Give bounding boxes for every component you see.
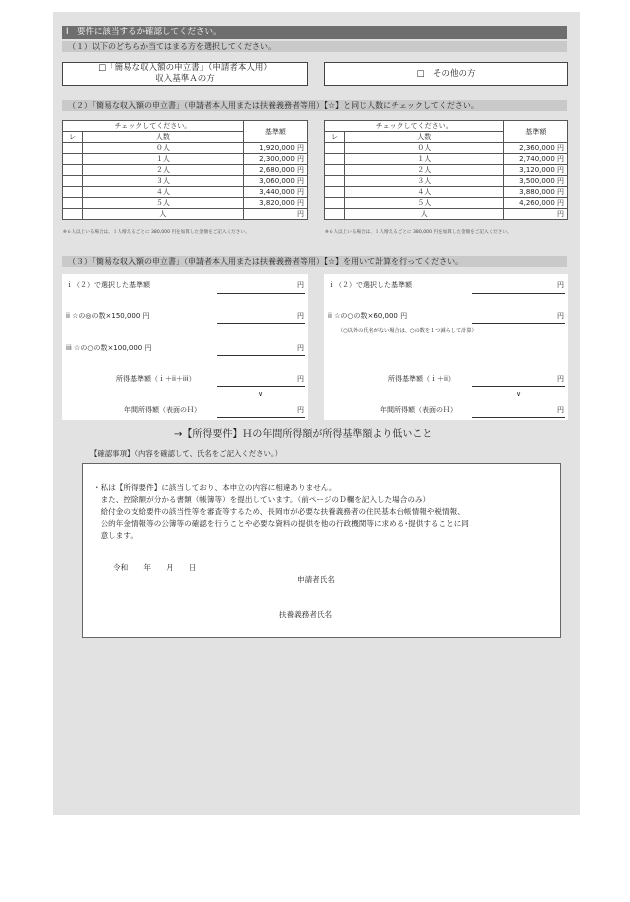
table-row — [325, 165, 568, 176]
calc-left-iii-field[interactable] — [217, 342, 305, 356]
table-header-people: 人数 — [83, 132, 244, 143]
calc-block-right — [324, 274, 568, 420]
question-2-label: （２）「簡易な収入額の申立書」（申請者本人用または扶養義務者等用）【☆】と同じ人数にチェックしてください。 — [62, 100, 567, 111]
yen-unit: 円 — [557, 375, 564, 383]
table-row — [63, 154, 308, 165]
yen-unit: 円 — [297, 312, 304, 320]
row-checkbox[interactable] — [63, 209, 83, 220]
calc-left-i-field[interactable] — [217, 280, 305, 294]
compare-symbol: ∨ — [516, 390, 522, 398]
table-right-note: ※６人以上いる場合は、１人増えるごとに 380,000 円を加算した金額をご記入ください。 — [325, 230, 512, 235]
row-amount: 3,440,000 円 — [243, 187, 307, 198]
calc-left-i-label: ｉ（２）で選択した基準額 — [66, 281, 150, 289]
yen-unit: 円 — [557, 312, 564, 320]
calc-left-sum-label: 所得基準額（ｉ＋ii＋iii） — [116, 375, 196, 383]
confirm-title: 【確認事項】（内容を確認して、氏名をご記入ください。） — [90, 449, 283, 458]
row-amount: 2,360,000 円 — [504, 143, 568, 154]
row-checkbox[interactable] — [63, 176, 83, 187]
base-amount-table-right — [324, 120, 568, 220]
row-checkbox[interactable] — [63, 187, 83, 198]
row-people: ３人 — [83, 176, 244, 187]
table-row — [325, 176, 568, 187]
option-a-line2: 収入基準Ａの方 — [155, 74, 215, 84]
row-checkbox[interactable] — [325, 187, 345, 198]
row-people: ４人 — [345, 187, 504, 198]
row-checkbox[interactable] — [63, 198, 83, 209]
calc-left-annual-field[interactable] — [217, 404, 305, 418]
calc-right-sum-label: 所得基準額（ｉ＋ii） — [388, 375, 455, 383]
table-row — [63, 176, 308, 187]
calc-right-i-label: ｉ（２）で選択した基準額 — [328, 281, 412, 289]
row-checkbox[interactable] — [325, 198, 345, 209]
supporter-name-label: 扶養義務者氏名 — [279, 610, 333, 619]
table-row — [325, 143, 568, 154]
yen-unit: 円 — [557, 281, 564, 289]
confirm-line-3: 給付金の支給要件の該当性等を審査等するため、長岡市が必要な扶養義務者の住民基本台帳情報や税情報、 — [93, 507, 465, 516]
row-people: ０人 — [345, 143, 504, 154]
confirm-line-1: ・私は【所得要件】に該当しており、本申立の内容に相違ありません。 — [93, 483, 337, 492]
row-checkbox[interactable] — [325, 176, 345, 187]
confirm-box — [82, 463, 561, 638]
row-people: 人 — [345, 209, 504, 220]
calc-right-ii-field[interactable] — [472, 310, 565, 324]
table-left-note: ※６人以上いる場合は、１人増えるごとに 380,000 円を加算した金額をご記入ください。 — [63, 230, 250, 235]
table-row — [63, 165, 308, 176]
table-header-check: チェックしてください。 — [63, 121, 244, 132]
calc-left-sum-field[interactable] — [217, 373, 305, 387]
calc-left-ii-field[interactable] — [217, 310, 305, 324]
row-amount: 2,740,000 円 — [504, 154, 568, 165]
row-checkbox[interactable] — [63, 154, 83, 165]
row-people: ４人 — [83, 187, 244, 198]
row-people: ３人 — [345, 176, 504, 187]
calc-left-annual-label: 年間所得額（表面のＨ） — [124, 406, 201, 414]
row-amount: 1,920,000 円 — [243, 143, 307, 154]
table-header-base: 基準額 — [504, 121, 568, 143]
date-label: 令和 年 月 日 — [113, 563, 197, 572]
table-row — [63, 209, 308, 220]
yen-unit: 円 — [297, 375, 304, 383]
table-row — [63, 198, 308, 209]
row-amount: 円 — [243, 209, 307, 220]
table-header-check: チェックしてください。 — [325, 121, 504, 132]
row-people: ５人 — [345, 198, 504, 209]
row-people: ２人 — [345, 165, 504, 176]
calc-left-ii-label: ii ☆の◎の数×150,000 円 — [66, 312, 150, 320]
row-checkbox[interactable] — [325, 209, 345, 220]
calc-right-sum-field[interactable] — [472, 373, 565, 387]
row-checkbox[interactable] — [325, 154, 345, 165]
table-row — [63, 143, 308, 154]
confirm-line-5: 意します。 — [93, 531, 138, 540]
row-people: ０人 — [83, 143, 244, 154]
row-checkbox[interactable] — [325, 143, 345, 154]
table-row — [325, 198, 568, 209]
yen-unit: 円 — [297, 344, 304, 352]
row-amount: 3,060,000 円 — [243, 176, 307, 187]
section-title: Ⅰ 要件に該当するか確認してください。 — [62, 26, 567, 39]
base-amount-table-left — [62, 120, 308, 220]
yen-unit: 円 — [297, 281, 304, 289]
question-1-label: （１）以下のどちらか当てはまる方を選択してください。 — [62, 41, 567, 52]
row-people: 人 — [83, 209, 244, 220]
compare-symbol: ∨ — [258, 390, 264, 398]
option-b-button[interactable] — [324, 62, 568, 86]
calc-right-i-field[interactable] — [472, 280, 565, 294]
table-header-mark: レ — [325, 132, 345, 143]
row-amount: 3,500,000 円 — [504, 176, 568, 187]
table-row — [325, 154, 568, 165]
row-checkbox[interactable] — [325, 165, 345, 176]
row-amount: 3,120,000 円 — [504, 165, 568, 176]
table-header-people: 人数 — [345, 132, 504, 143]
table-header-mark: レ — [63, 132, 83, 143]
option-a-button[interactable] — [62, 62, 308, 86]
row-people: ２人 — [83, 165, 244, 176]
table-row — [325, 209, 568, 220]
calc-right-annual-field[interactable] — [472, 404, 565, 418]
calc-right-annual-label: 年間所得額（表面のＨ） — [380, 406, 457, 414]
requirement-line: →【所得要件】Ｈの年間所得額が所得基準額より低いこと — [174, 429, 433, 440]
yen-unit: 円 — [297, 406, 304, 414]
calc-left-iii-label: iii ☆の○の数×100,000 円 — [66, 344, 152, 352]
row-checkbox[interactable] — [63, 165, 83, 176]
confirm-line-2: また、控除額が分かる書類（帳簿等）を提出しています。（前ページのＤ欄を記入した場合のみ） — [93, 495, 431, 504]
calc-block-left — [62, 274, 308, 420]
row-people: １人 — [345, 154, 504, 165]
yen-unit: 円 — [557, 406, 564, 414]
row-amount: 3,820,000 円 — [243, 198, 307, 209]
row-checkbox[interactable] — [63, 143, 83, 154]
row-amount: 3,880,000 円 — [504, 187, 568, 198]
calc-right-ii-label: ii ☆の○の数×60,000 円 — [328, 312, 408, 320]
confirm-line-4: 公的年金情報等の公簿等の確認を行うことや必要な資料の提供を他の行政機関等に求める･提供することに同 — [93, 519, 469, 528]
question-3-label: （３）「簡易な収入額の申立書」（申請者本人用または扶養義務者等用）【☆】を用いて計算を行ってください。 — [62, 256, 567, 267]
row-amount: 2,300,000 円 — [243, 154, 307, 165]
option-a-line1: □「簡易な収入額の申立書」（申請者本人用） — [98, 63, 272, 73]
table-row — [63, 187, 308, 198]
option-b-label: □ その他の方 — [416, 68, 476, 79]
row-amount: 4,260,000 円 — [504, 198, 568, 209]
row-amount: 2,680,000 円 — [243, 165, 307, 176]
table-header-base: 基準額 — [243, 121, 307, 143]
applicant-name-label: 申請者氏名 — [297, 575, 335, 584]
row-people: １人 — [83, 154, 244, 165]
calc-right-ii-note: （○以外の氏名がない場合は、○の数を１つ減らして計算） — [338, 328, 477, 334]
row-people: ５人 — [83, 198, 244, 209]
table-row — [325, 187, 568, 198]
row-amount: 円 — [504, 209, 568, 220]
